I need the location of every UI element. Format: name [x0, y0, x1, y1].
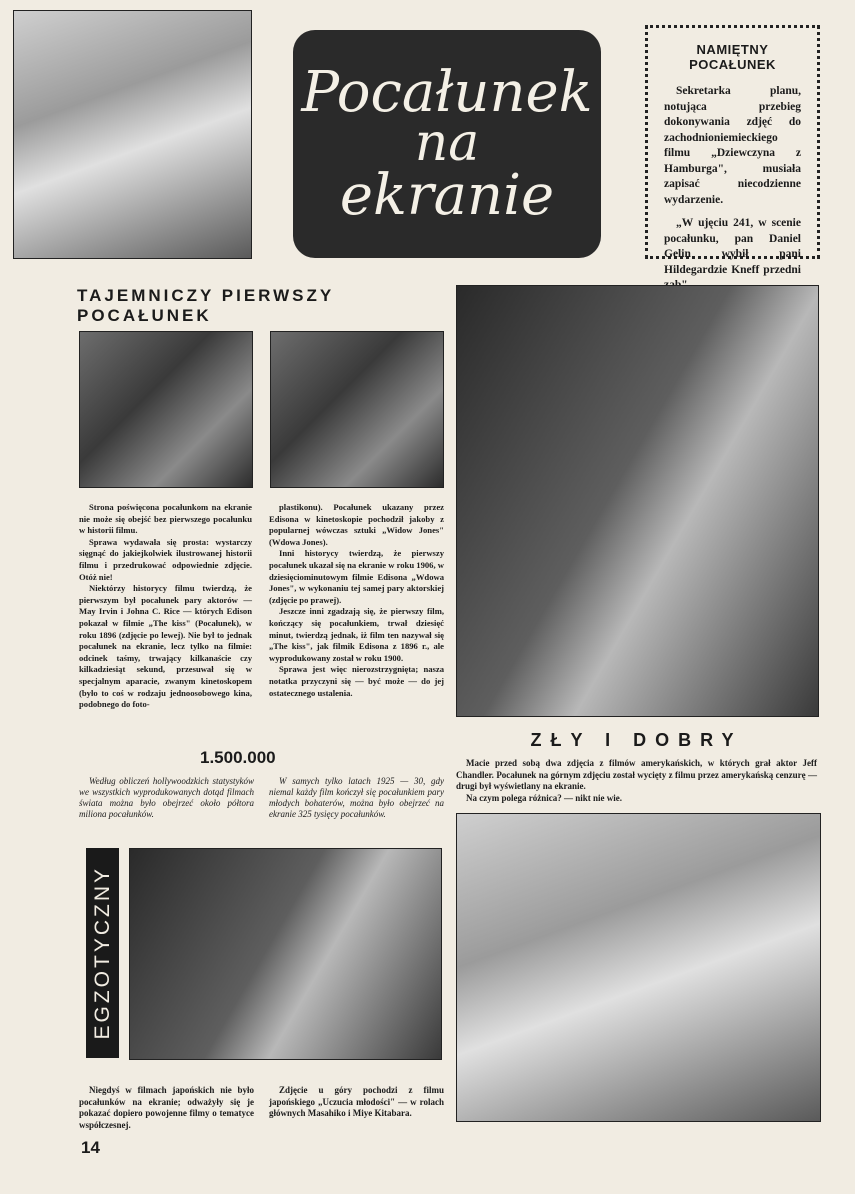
portrait-photo: [13, 10, 252, 259]
photo-widow-jones-1906: [270, 331, 444, 488]
photo-shown-kiss: [456, 813, 821, 1122]
photo-japanese-film: [129, 848, 442, 1060]
passionate-kiss-box: [645, 25, 820, 276]
kiss-count-stat: 1.500.000: [200, 748, 276, 767]
title-line-2: na: [414, 113, 480, 174]
photo-the-kiss-1896: [79, 331, 253, 488]
exotic-text-right: Zdjęcie u góry pochodzi z filmu japońskiego „Uczucia młodości" — w rolach głównych Masahiko i Miye Kitabara.: [269, 1085, 444, 1118]
sidebox-paragraph-2: „W ujęciu 241, w scenie pocałunku, pan Daniel Gelin wybił pani Hildegardzie Kneff przedni: [664, 217, 801, 276]
exotic-label: EGZOTYCZNY: [86, 848, 119, 1058]
sidebox-heading: NAMIĘTNY POCAŁUNEK: [689, 42, 776, 72]
page-title: [293, 30, 601, 258]
page-number: 14: [81, 1138, 100, 1157]
section-heading-first-kiss: TAJEMNICZY PIERWSZY POCAŁUNEK: [77, 286, 334, 325]
title-line-3: ekranie: [339, 162, 555, 228]
title-line-1: Pocałunek: [301, 60, 593, 126]
sidebox-paragraph-1: Sekretarka planu, notująca przebieg dokonywania zdjęć do zachodnioniemieckiego filmu „Dziewczyna z Hamburga", musiała zapisać niecodzienne wydarzenie.: [664, 85, 801, 206]
bad-and-good-text: Macie przed sobą dwa zdjęcia z filmów amerykańskich, w których grał aktor Jeff Chandler. Pocałunek na górnym zdjęciu został wycięty z filmu przez amerykańską cenzurę — drugi był wyświetlany na ekranie. Na czym polega różnica? — nikt nie wie.: [456, 758, 817, 803]
stat-text-right: W samych tylko latach 1925 — 30, gdy niemal każdy film kończył się pocałunkiem pary młodych bohaterów, można było obejrzeć na ekranie 325 tysięcy pocałunków.: [269, 776, 444, 819]
photo-censored-kiss: [456, 285, 819, 717]
article-column-2: plastikonu). Pocałunek ukazany przez Edisona w kinetoskopie pochodził jakoby z popularnej wówczas sztuki „Widow Jones" (Wdowa Jones). Inni historycy twierdzą, że pierwszy pocałunek ukazał się na ekranie w roku 1906, w dziesięciominutowym filmie Edisona „Wdowa Jones", w wykonaniu tej samej pary aktorskiej (zdjęcie po prawej). Jeszcze inni zgadzają się, że pierwszy film, kończący się pocałunkiem, trwał dziesięć minut, twierdzą jednak, iż film ten nazywał się „The kiss", jak filmik Edisona z 1896 r., ale wyprodukowany został w roku 1900. Sprawa jest więc nierozstrzygnięta; nasza notatka przyczyni się — być może — do jej ostatecznego ustalenia.: [269, 502, 444, 698]
stat-text-left: Według obliczeń hollywoodzkich statystyków we wszystkich wyprodukowanych dotąd filmach świata można było obejrzeć około półtora miliona pocałunków.: [79, 776, 254, 819]
section-heading-bad-and-good: ZŁY I DOBRY: [530, 730, 743, 750]
exotic-text-left: Niegdyś w filmach japońskich nie było pocałunków na ekranie; odważyły się je pokazać dopiero powojenne filmy o tematyce współczesnej.: [79, 1085, 254, 1130]
article-column-1: Strona poświęcona pocałunkom na ekranie nie może się obejść bez pierwszego pocałunku w historii filmu. Sprawa wydawała się prosta: wystarczy sięgnąć do jakiejkolwiek ilustrowanej historii filmu i przedrukować odpowiednie zdjęcie. Otóż nie! Niektórzy historycy filmu twierdzą, że pierwszym był pocałunek pary aktorów — May Irvin i Johna C. Rice — których Edison pokazał w filmie „The kiss" (Pocałunek), w roku 1896 (zdjęcie po lewej). Nie był to jednak pocałunek na ekranie, lecz tylko na filmie: odcinek taśmy, trwający kilkanaście czy kilkadziesiąt sekund, przesuwał się w specjalnym aparacie, zwanym kinetoskopem (było to coś w rodzaju jednoosobowego kina, podobnego do foto-: [79, 502, 252, 710]
